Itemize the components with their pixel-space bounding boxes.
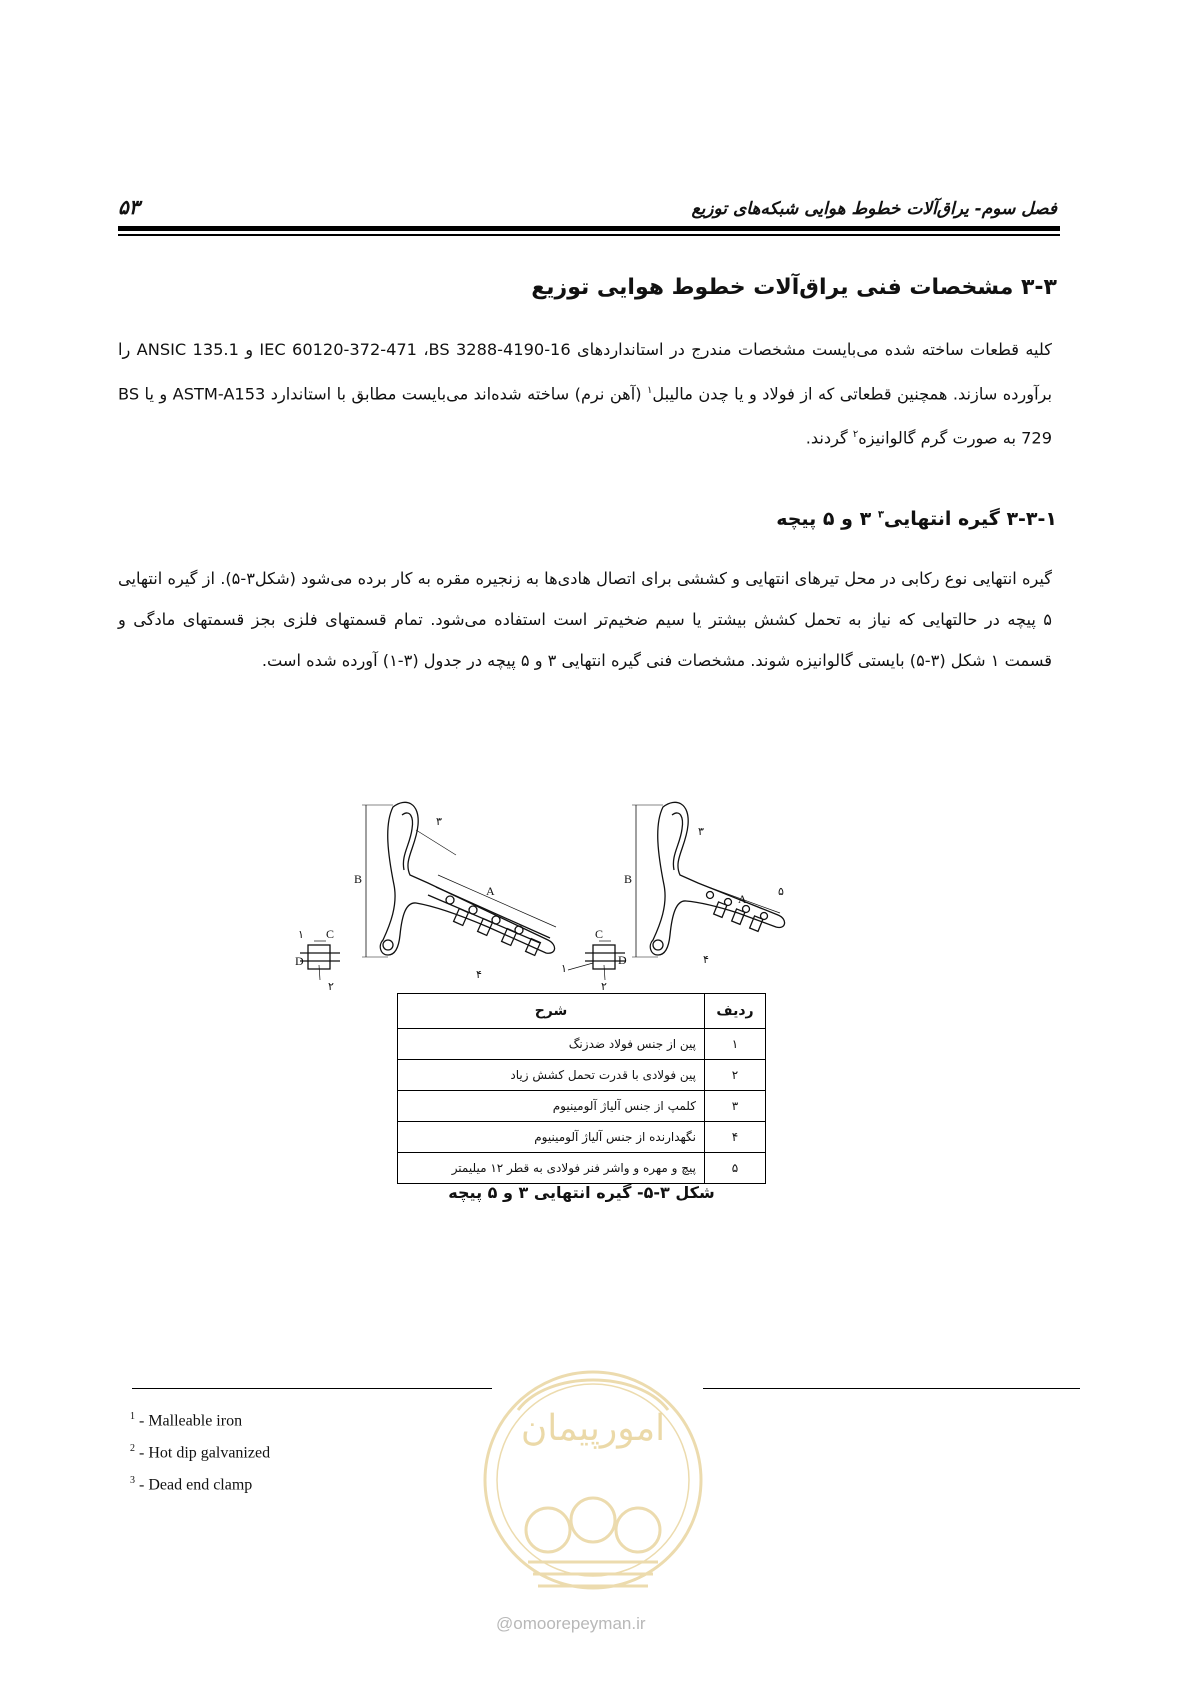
section-paragraph (118, 329, 1052, 459)
column-header-row-number: ردیف (705, 994, 766, 1029)
label-part-1-right: ۱ (561, 962, 567, 975)
label-dim-d-right: D (618, 953, 627, 967)
footnote-1-number: 1 (130, 1411, 135, 1422)
label-part-5-right: ۵ (778, 885, 784, 898)
watermark-url: @omoorepeyman.ir (496, 1614, 646, 1633)
left-side-view (300, 941, 340, 980)
subsection-heading-main: ۳-۳-۱ گیره انتهایی (883, 508, 1057, 530)
figure-caption: شکل ۳-۵- گیره انتهایی ۳ و ۵ پیچه (448, 1183, 715, 1202)
label-dim-c-left: C (326, 927, 335, 941)
footnote-separator-right (703, 1388, 1080, 1389)
row-description-cell: پین فولادی با قدرت تحمل کشش زیاد (398, 1060, 705, 1091)
label-part-3-right: ۳ (698, 825, 704, 838)
table-row (398, 1091, 766, 1122)
table-row (398, 1153, 766, 1184)
label-dim-c-right: C (595, 927, 604, 941)
label-dim-d-left: D (295, 954, 304, 968)
paragraph-text-part3: گردند. (805, 428, 853, 448)
footnote-ref-3[interactable]: ۳ (877, 509, 884, 521)
label-part-1-left: ۱ (298, 928, 304, 941)
row-number-cell: ۳ (705, 1091, 766, 1122)
paragraph-text-part2: (آهن نرم) ساخته شده‌اند می‌بایست مطابق با استاندارد ASTM-A153 و یا BS 729 به صورت گرم گالوانیزه (118, 384, 1052, 448)
header-rule-thick (118, 226, 1060, 231)
column-header-description: شرح (398, 994, 705, 1029)
footnote-2-text: - Hot dip galvanized (135, 1444, 271, 1462)
dead-end-clamp-drawing (295, 795, 858, 993)
footnote-1-text: - Malleable iron (135, 1412, 243, 1430)
left-clamp-body (380, 802, 554, 955)
table-row (398, 1122, 766, 1153)
page-number: ۵۳ (118, 195, 140, 219)
label-part-3-left: ۳ (436, 815, 442, 828)
label-dim-a-right: A (738, 892, 747, 906)
label-dim-a-left: A (486, 884, 495, 898)
left-clamp-bolts (446, 896, 540, 955)
running-header-title: فصل سوم- یراق‌آلات خطوط هوایی شبکه‌های توزیع (691, 199, 1057, 219)
footnote-1 (130, 1411, 242, 1430)
label-part-4-left: ۴ (476, 968, 482, 981)
omoorepeyman-watermark-logo (478, 1330, 708, 1630)
row-number-cell: ۵ (705, 1153, 766, 1184)
section-heading: ۳-۳ مشخصات فنی یراق‌آلات خطوط هوایی توزیع (531, 275, 1057, 300)
label-part-2-left: ۲ (328, 980, 334, 993)
footnote-ref-2[interactable]: ۲ (852, 429, 859, 441)
label-part-2-right: ۲ (601, 980, 607, 993)
label-dim-b-right: B (624, 872, 633, 886)
label-part-4-right: ۴ (703, 953, 709, 966)
label-dim-b-left: B (354, 872, 363, 886)
row-description-cell: پیچ و مهره و واشر فنر فولادی به قطر ۱۲ میلیمتر (398, 1153, 705, 1184)
table-row (398, 1060, 766, 1091)
footnote-ref-1[interactable]: ۱ (646, 385, 653, 396)
parts-legend-table (397, 993, 766, 1184)
right-side-view (568, 941, 625, 980)
footnote-2-number: 2 (130, 1443, 135, 1454)
row-number-cell: ۱ (705, 1029, 766, 1060)
paragraph-text-part1: کلیه قطعات ساخته شده می‌بایست مشخصات مندرج در استانداردهای IEC 60120-372-471 ،BS 3288-4190-16 و ANSIC 135.1 را برآورده سازند. همچنین قطعاتی که از فولاد و یا چدن مالیبل (118, 340, 1053, 404)
footnote-3-text: - Dead end clamp (135, 1476, 253, 1494)
footnote-2 (130, 1443, 270, 1462)
row-number-cell: ۴ (705, 1122, 766, 1153)
row-description-cell: نگهدارنده از جنس آلیاژ آلومینیوم (398, 1122, 705, 1153)
row-description-cell: پین از جنس فولاد ضدزنگ (398, 1029, 705, 1060)
footnote-separator-left (132, 1388, 492, 1389)
subsection-heading (776, 508, 1057, 530)
row-number-cell: ۲ (705, 1060, 766, 1091)
footnote-3-number: 3 (130, 1475, 135, 1486)
table-header-row (398, 994, 766, 1029)
watermark-logo-text: امورپیمان (520, 1408, 666, 1449)
right-clamp-body (650, 802, 784, 955)
subsection-heading-rest: ۳ و ۵ پیچه (776, 508, 878, 530)
subsection-paragraph: گیره انتهایی نوع رکابی در محل تیرهای انتهایی و کششی برای اتصال هادی‌ها به زنجیره مقره به کار برده می‌شود (شکل۳-۵). از گیره انتهایی ۵ پیچه در حالتهایی که نیاز به تحمل کشش بیشتر یا سیم ضخیم‌تر است استفاده می‌شود. تمام قسمتهای فلزی بجز قسمتهای مادگی و قسمت ۱ شکل (۳-۵) بایستی گالوانیزه شوند. مشخصات فنی گیره انتهایی ۳ و ۵ پیچه در جدول (۳-۱) آورده شده است. (118, 569, 1052, 670)
row-description-cell: کلمپ از جنس آلیاژ آلومینیوم (398, 1091, 705, 1122)
footnote-3 (130, 1475, 252, 1494)
header-rule-thin (118, 234, 1060, 236)
table-row (398, 1029, 766, 1060)
